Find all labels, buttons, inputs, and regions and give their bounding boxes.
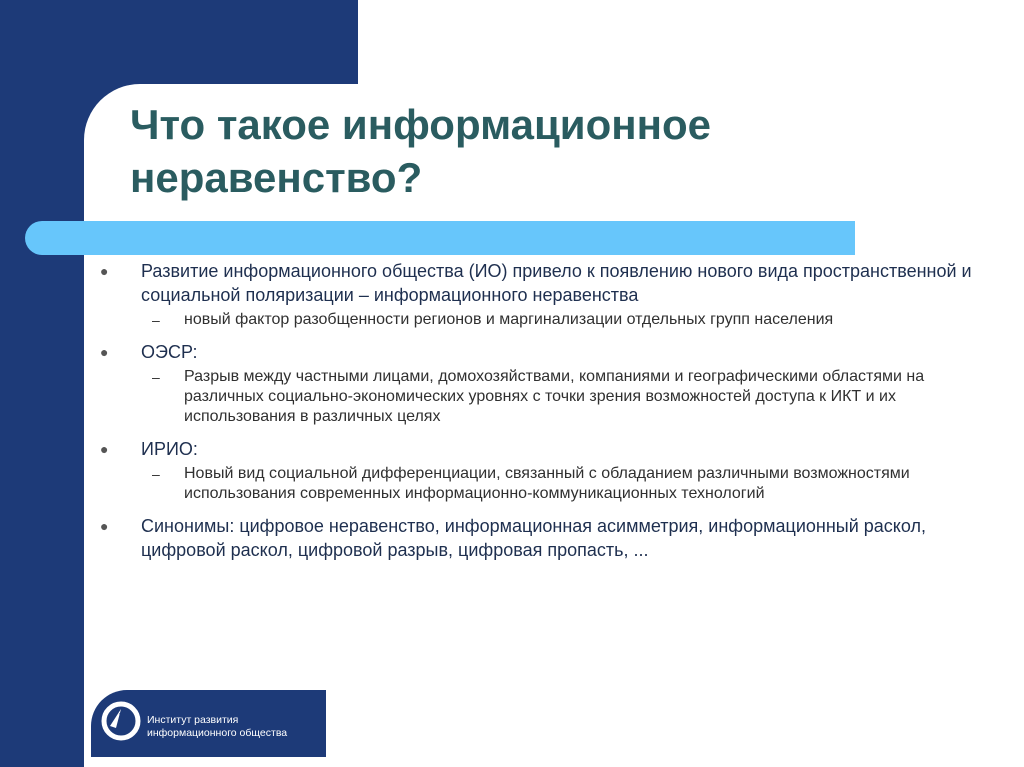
dash-marker: – [152,466,160,482]
logo-text [147,714,317,740]
logo-line-1: Институт развития [147,714,239,726]
ring-logo-icon [97,697,145,745]
dash-marker: – [152,369,160,385]
bullet-text: ОЭСР: [141,342,198,362]
bullet-item-1 [100,259,980,330]
accent-bar [25,221,855,255]
dash-marker: – [152,312,160,328]
sub-text: Новый вид социальной дифференциации, связанный с обладанием различными возможностями использования современных информационно-коммуникационных технологий [184,465,910,502]
sub-item [100,464,980,504]
sub-text: Разрыв между частными лицами, домохозяйствами, компаниями и географическими областями на различных социально-экономических уровнях с точки зрения возможностей доступа к ИКТ и их использования в различных целях [184,368,925,425]
top-dark-band [84,0,358,84]
bullet-item-2 [100,340,980,427]
bullet-marker: ● [100,518,109,534]
bullet-text: ИРИО: [141,439,198,459]
logo-line-2: информационного общества [147,727,288,739]
bullet-marker: ● [100,263,109,279]
bullet-text: Синонимы: цифровое неравенство, информационная асимметрия, информационный раскол, цифровой раскол, цифровой разрыв, цифровая пропасть, ... [141,516,926,560]
slide-title: Что такое информационное неравенство? [130,101,711,201]
left-dark-band [0,0,84,767]
sub-text: новый фактор разобщенности регионов и маргинализации отдельных групп населения [184,311,834,328]
bullet-text: Развитие информационного общества (ИО) привело к появлению нового вида пространственной и социальной поляризации – информационного неравенства [141,261,972,305]
bullet-marker: ● [100,441,109,457]
sub-item [100,367,980,427]
bullet-item-4 [100,514,980,562]
institute-logo [91,690,326,757]
bullet-item-3 [100,437,980,504]
bullet-list [100,259,980,562]
bullet-marker: ● [100,344,109,360]
sub-item [100,310,980,330]
